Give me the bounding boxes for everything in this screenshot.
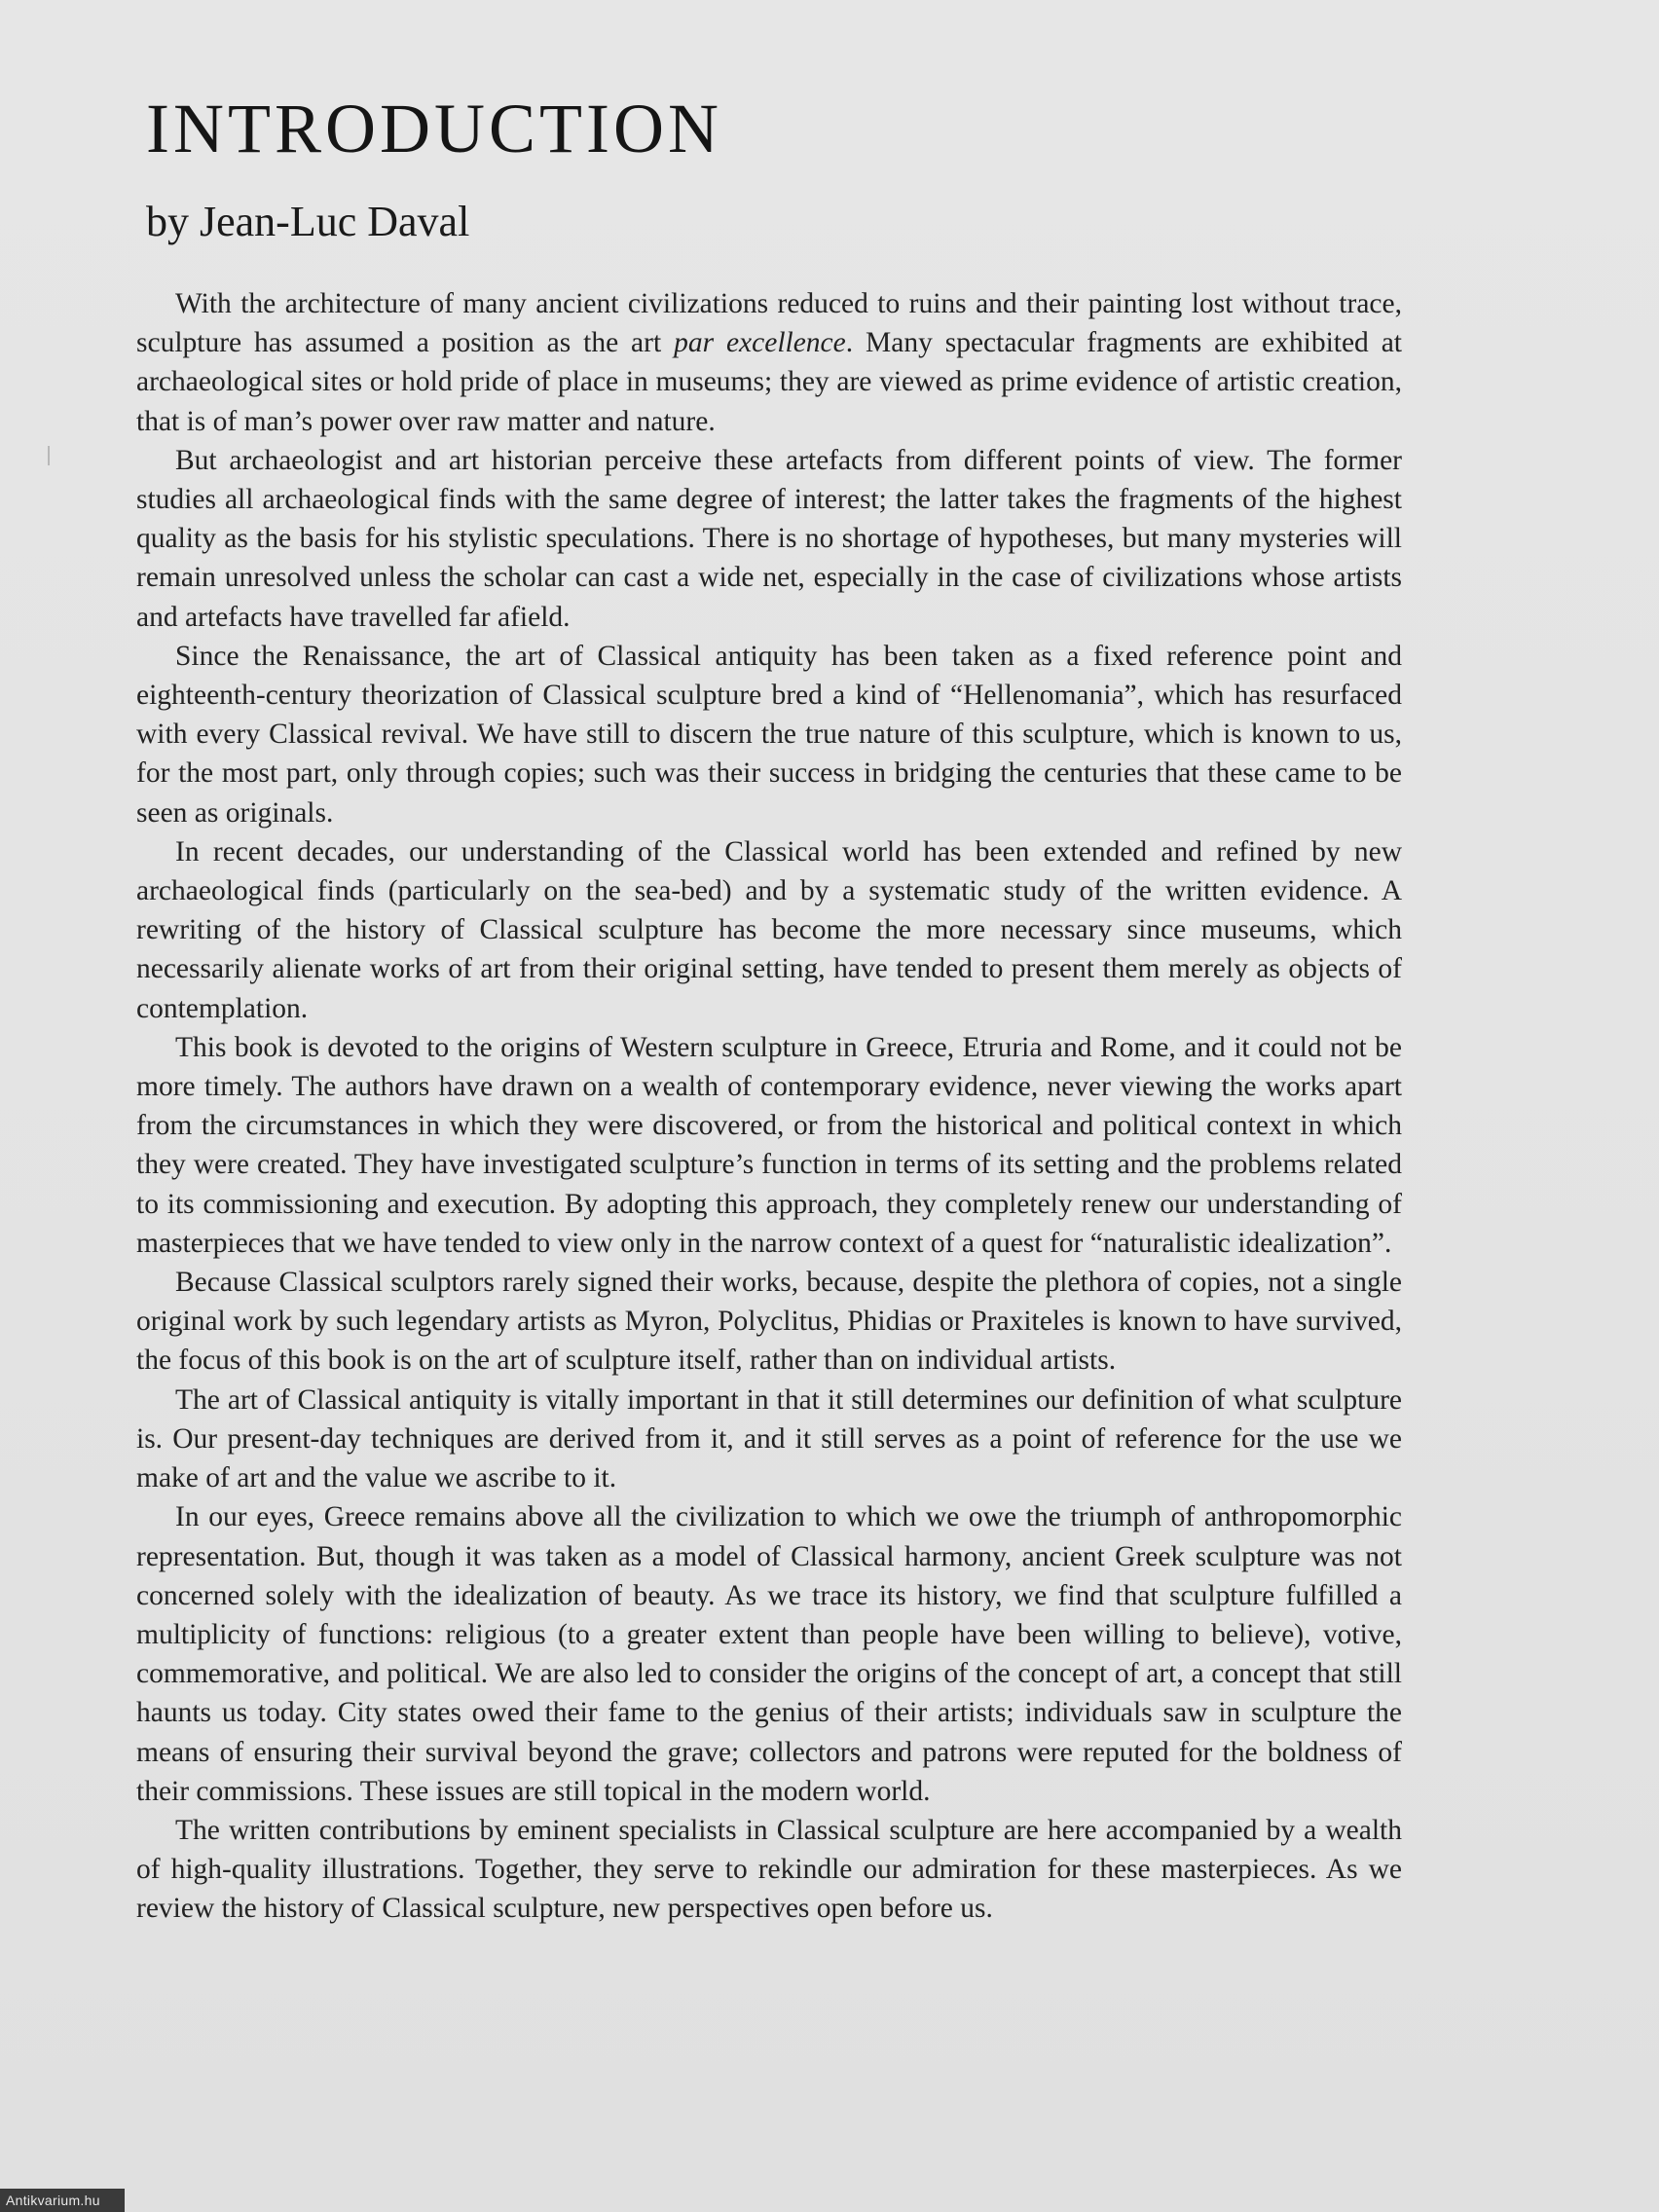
paragraph-1-emphasis: par excellence bbox=[674, 327, 846, 359]
paragraph-3: Since the Renaissance, the art of Classical antiquity has been taken as a fixed reference point and eighteenth-century theorization of Classical sculpture bred a kind of “Hellenomania”, which has resurfaced with every Classical revival. We have still to discern the true nature of this sculpture, which is known to us, for the most part, only through copies; such was their success in bridging the centuries that these came to be seen as originals. bbox=[136, 640, 1402, 829]
page-title: INTRODUCTION bbox=[146, 90, 722, 167]
paragraph-1-text-after: . Many spectacular fragments are exhibited at archaeological sites or hold pride of place in museums; they are viewed as prime evidence of artistic creation, that is of man’s power over raw matter and nature. bbox=[136, 327, 1402, 437]
author-byline: by Jean-Luc Daval bbox=[146, 198, 470, 245]
paragraph-8: In our eyes, Greece remains above all the civilization to which we owe the triumph of anthropomorphic representation. But, though it was taken as a model of Classical harmony, ancient Greek sculpture was not concerned solely with the idealization of beauty. As we trace its history, we find that sculpture fulfilled a multiplicity of functions: religious (to a greater extent than people have been willing to believe), votive, commemorative, and political. We are also led to consider the origins of the concept of art, a concept that still haunts us today. City states owed their fame to the genius of their artists; individuals saw in sculpture the means of ensuring their survival beyond the grave; collectors and patrons were reputed for the boldness of their commissions. These issues are still topical in the modern world. bbox=[136, 1501, 1402, 1807]
paragraph-7: The art of Classical antiquity is vitally important in that it still determines our definition of what sculpture is. Our present-day techniques are derived from it, and it still serves as a point of reference for the use we make of art and the value we ascribe to it. bbox=[136, 1383, 1402, 1494]
margin-mark bbox=[48, 446, 50, 465]
watermark: Antikvarium.hu bbox=[0, 2189, 125, 2212]
paragraph-5: This book is devoted to the origins of Western sculpture in Greece, Etruria and Rome, and it could not be more timely. The authors have drawn on a wealth of contemporary evidence, never viewing the works apart from the circumstances in which they were discovered, or from the historical and political context in which they were created. They have investigated sculpture’s function in terms of its setting and the problems related to its commissioning and execution. By adopting this approach, they completely renew our understanding of masterpieces that we have tended to view only in the narrow context of a quest for “naturalistic idealization”. bbox=[136, 1031, 1402, 1259]
paragraph-9: The written contributions by eminent specialists in Classical sculpture are here accompanied by a wealth of high-quality illustrations. Together, they serve to rekindle our admiration for these masterpieces. As we review the history of Classical sculpture, new perspectives open before us. bbox=[136, 1814, 1402, 1925]
paragraph-6: Because Classical sculptors rarely signed their works, because, despite the plethora of copies, not a single original work by such legendary artists as Myron, Polyclitus, Phidias or Praxiteles is known to have survived, the focus of this book is on the art of sculpture itself, rather than on individual artists. bbox=[136, 1267, 1402, 1377]
paragraph-2: But archaeologist and art historian perceive these artefacts from different points of view. The former studies all archaeological finds with the same degree of interest; the latter takes the fragments of the highest quality as the basis for his stylistic speculations. There is no shortage of hypotheses, but many mysteries will remain unresolved unless the scholar can cast a wide net, especially in the case of civilizations whose artists and artefacts have travelled far afield. bbox=[136, 444, 1402, 633]
paragraph-4: In recent decades, our understanding of the Classical world has been extended and refined by new archaeological finds (particularly on the sea-bed) and by a systematic study of the written evidence. A rewriting of the history of Classical sculpture has become the more necessary since museums, which necessarily alienate works of art from their original setting, have tended to present them merely as objects of contemplation. bbox=[136, 835, 1402, 1024]
body-text bbox=[136, 284, 1402, 1929]
paragraph-1 bbox=[136, 284, 1402, 441]
paragraph-1-text-before: With the architecture of many ancient civilizations reduced to ruins and their painting lost without trace, sculpture has assumed a position as the art bbox=[136, 288, 1402, 359]
